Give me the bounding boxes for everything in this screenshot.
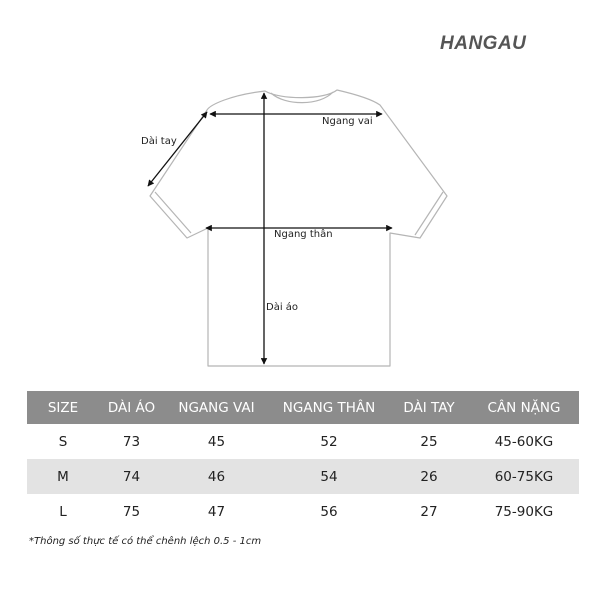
chest-label: Ngang thân	[274, 229, 333, 240]
cell-sleeve: 27	[420, 503, 438, 520]
cell-size: M	[27, 459, 99, 494]
cell-weight: 60-75KG	[469, 459, 579, 494]
table-header-row	[27, 391, 579, 424]
cell-size: S	[58, 433, 68, 450]
table-row	[27, 459, 579, 494]
header-chest: NGANG THÂN	[269, 391, 389, 424]
cell-sleeve: 26	[389, 459, 469, 494]
measurement-note: *Thông số thực tế có thể chênh lệch 0.5 - 1cm	[29, 536, 262, 547]
header-length: DÀI ÁO	[99, 391, 164, 424]
sleeve-label: Dài tay	[141, 136, 177, 147]
cell-length: 75	[122, 503, 141, 520]
table-row	[27, 424, 579, 459]
cell-size: L	[59, 503, 67, 520]
cell-weight: 45-60KG	[494, 433, 554, 450]
cell-weight: 75-90KG	[494, 503, 554, 520]
size-chart-table	[27, 391, 579, 529]
cell-chest: 52	[320, 433, 338, 450]
cell-shoulder: 45	[207, 433, 226, 450]
cell-length: 73	[122, 433, 141, 450]
cell-shoulder: 46	[164, 459, 269, 494]
header-sleeve: DÀI TAY	[389, 391, 469, 424]
shoulder-label: Ngang vai	[322, 116, 373, 127]
brand-logo: HANGAU	[440, 33, 527, 54]
cell-chest: 56	[320, 503, 338, 520]
header-shoulder: NGANG VAI	[164, 391, 269, 424]
header-weight: CÂN NẶNG	[469, 391, 579, 424]
cell-chest: 54	[269, 459, 389, 494]
cell-length: 74	[99, 459, 164, 494]
cell-sleeve: 25	[420, 433, 438, 450]
length-label: Dài áo	[266, 302, 299, 313]
header-size: SIZE	[27, 391, 99, 424]
sleeve-arrow	[148, 112, 207, 186]
cell-shoulder: 47	[207, 503, 226, 520]
table-row	[27, 494, 579, 529]
